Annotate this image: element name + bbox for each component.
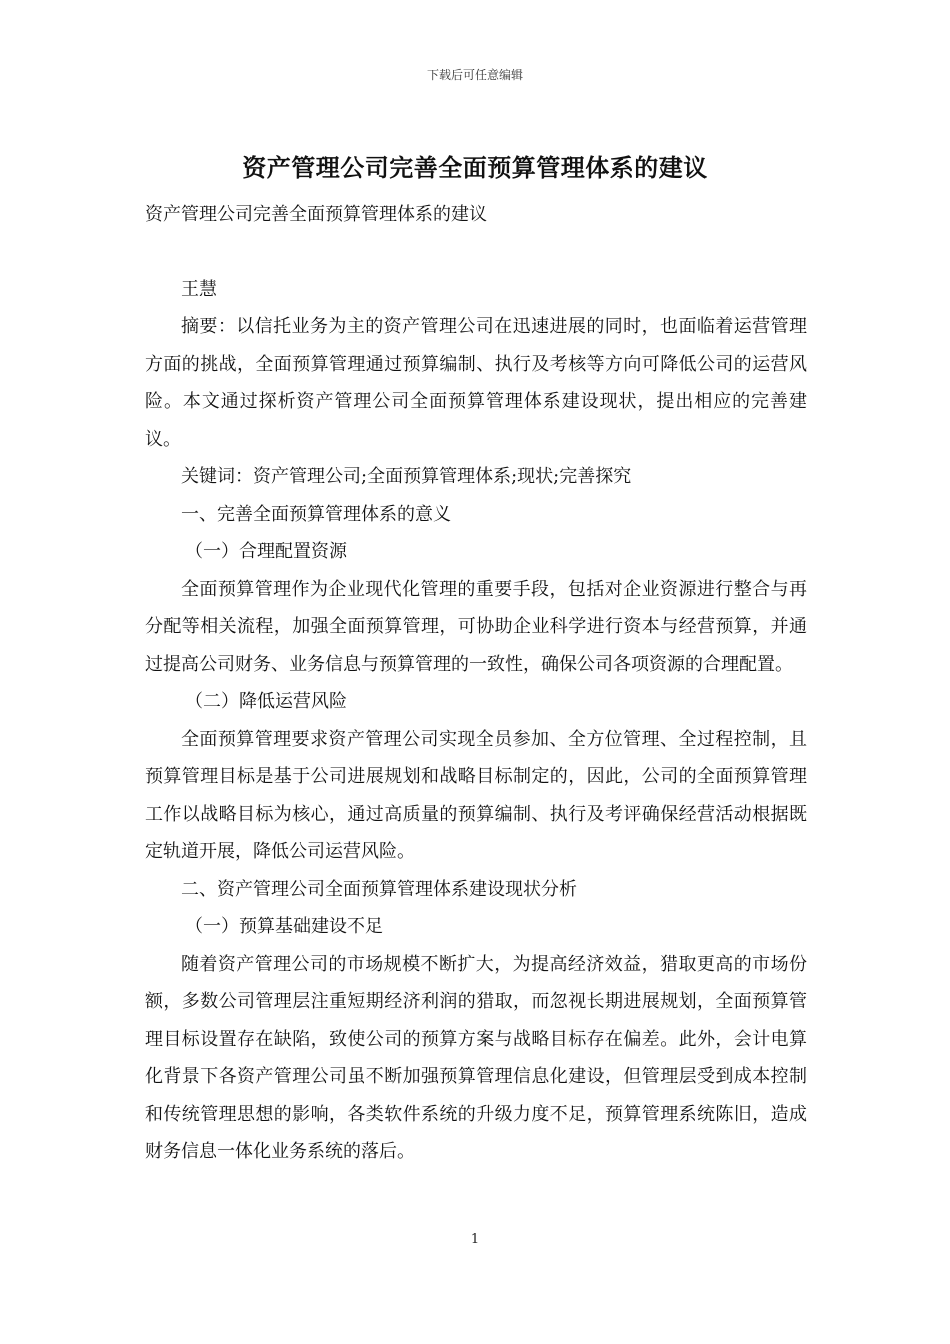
section-1-2-heading: （二）降低运营风险 xyxy=(185,691,347,712)
section-1-heading: 一、完善全面预算管理体系的意义 xyxy=(181,503,451,525)
section-2-1-heading: （一）预算基础建设不足 xyxy=(185,916,383,937)
author-name: 王慧 xyxy=(181,278,217,300)
section-2-heading: 二、资产管理公司全面预算管理体系建设现状分析 xyxy=(181,878,577,900)
keywords-line: 关键词：资产管理公司;全面预算管理体系;现状;完善探究 xyxy=(181,466,632,487)
section-1-1-paragraph: 全面预算管理作为企业现代化管理的重要手段，包括对企业资源进行整合与再分配等相关流程，加强全面预算管理，可协助企业科学进行资本与经营预算，并通过提高公司财务、业务信息与预算管理的一致性，确保公司各项资源的合理配置。 xyxy=(145,578,807,675)
section-1-2-paragraph: 全面预算管理要求资产管理公司实现全员参加、全方位管理、全过程控制，且预算管理目标是基于公司进展规划和战略目标制定的，因此，公司的全面预算管理工作以战略目标为核心，通过高质量的预算编制、执行及考评确保经营活动根据既定轨道开展，降低公司运营风险。 xyxy=(145,728,807,862)
page-header-note: 下载后可任意编辑 xyxy=(426,68,523,82)
document-subtitle: 资产管理公司完善全面预算管理体系的建议 xyxy=(145,204,487,225)
document-body xyxy=(145,196,807,1171)
section-1-1-heading: （一）合理配置资源 xyxy=(185,541,347,562)
section-2-1-paragraph: 随着资产管理公司的市场规模不断扩大，为提高经济效益，猎取更高的市场份额，多数公司管理层注重短期经济利润的猎取，而忽视长期进展规划，全面预算管理目标设置存在缺陷，致使公司的预算方案与战略目标存在偏差。此外，会计电算化背景下各资产管理公司虽不断加强预算管理信息化建设，但管理层受到成本控制和传统管理思想的影响，各类软件系统的升级力度不足，预算管理系统陈旧，造成财务信息一体化业务系统的落后。 xyxy=(145,953,807,1162)
page-number: 1 xyxy=(470,1232,480,1247)
document-title: 资产管理公司完善全面预算管理体系的建议 xyxy=(242,153,708,182)
abstract-paragraph: 摘要：以信托业务为主的资产管理公司在迅速进展的同时，也面临着运营管理方面的挑战，全面预算管理通过预算编制、执行及考核等方向可降低公司的运营风险。本文通过探析资产管理公司全面预算管理体系建设现状，提出相应的完善建议。 xyxy=(145,316,807,450)
blank-line xyxy=(145,234,807,271)
